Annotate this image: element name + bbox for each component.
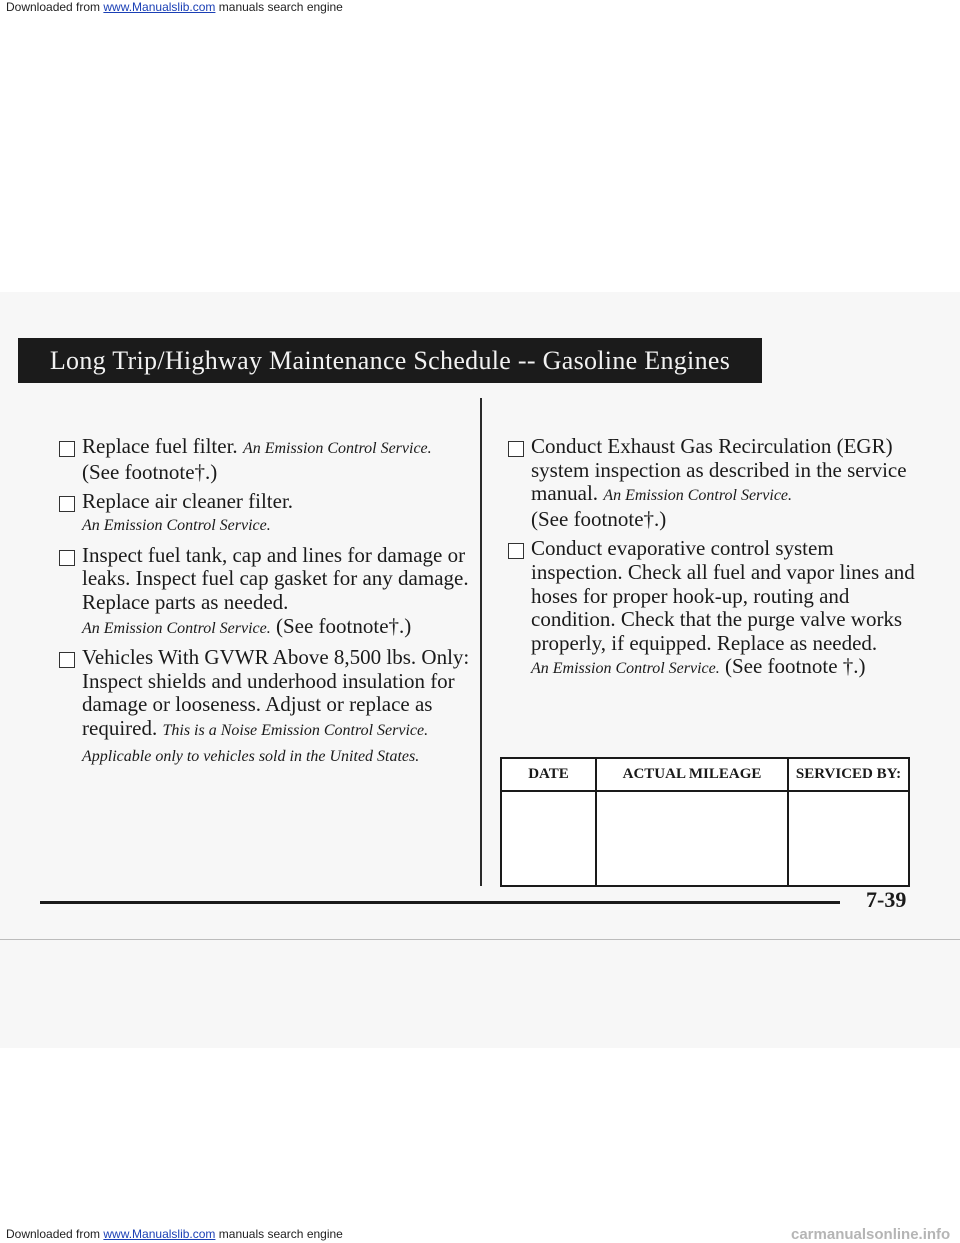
header-note-prefix: Downloaded from [6,0,104,14]
checklist-item [30,490,470,538]
mileage-header: ACTUAL MILEAGE [596,759,788,791]
table-row [502,791,908,885]
watermark: carmanualsonline.info [791,1226,951,1243]
footer-note-prefix: Downloaded from [6,1227,104,1241]
checklist-item [30,544,470,640]
item-footnote: (See footnote†.) [275,613,412,638]
checkbox-icon[interactable] [508,543,524,559]
checklist-item [30,435,470,484]
footer-note-suffix: manuals search engine [215,1227,343,1241]
checkbox-icon[interactable] [59,550,75,566]
item-note: An Emission Control Service. [531,660,720,678]
item-note: An Emission Control Service. [603,487,793,505]
item-text: Replace air cleaner filter. [82,489,294,514]
item-text: Conduct evaporative control system inspection. Check all fuel and vapor lines and hoses for proper hook-up, routing and condition. Check that the purge valve works properly, if equipped. Replace as needed. [531,536,915,655]
item-footnote: (See footnote †.) [724,654,866,679]
checklist-item [479,537,919,681]
item-note: An Emission Control Service. [242,440,432,457]
scan-edge-line [0,939,960,940]
header-note-link[interactable]: www.Manualslib.com [103,0,216,14]
footer-note [6,1227,343,1241]
page-title-banner [18,338,762,383]
service-table [502,759,908,885]
item-footnote: (See footnote†.) [82,459,218,484]
date-cell[interactable] [502,791,596,885]
checklist-item [479,435,919,531]
page-rule [40,901,840,904]
left-column [30,435,470,775]
right-column [479,435,919,687]
page-number: 7-39 [866,887,907,912]
mileage-cell[interactable] [596,791,788,885]
item-note: An Emission Control Service. [82,619,271,637]
page-title: Long Trip/Highway Maintenance Schedule -- Gasoline Engines [49,345,731,375]
header-note-suffix: manuals search engine [215,0,343,14]
item-text: Replace fuel filter. [82,434,238,458]
checkbox-icon[interactable] [59,441,75,457]
checkbox-icon[interactable] [59,652,75,668]
item-text: Conduct Exhaust Gas Recirculation (EGR) system inspection as described in the service manual. [531,434,907,506]
item-note: This is a Noise Emission Control Service. Applicable only to vehicles sold in the United States. [82,721,429,765]
footer-note-link[interactable]: www.Manualslib.com [103,1227,216,1241]
checkbox-icon[interactable] [508,441,524,457]
header-note [6,0,343,14]
item-text: Inspect fuel tank, cap and lines for damage or leaks. Inspect fuel cap gasket for any damage. Replace parts as needed. [82,542,469,614]
checkbox-icon[interactable] [59,496,75,512]
date-header: DATE [502,759,596,791]
serviced-by-cell[interactable] [788,791,908,885]
checklist-item [30,646,470,769]
item-text: Vehicles With GVWR Above 8,500 lbs. Only: Inspect shields and underhood insulation for damage or looseness. Adjust or replace as required. [82,645,470,740]
item-note: An Emission Control Service. [82,516,271,534]
table-header-row [502,759,908,791]
service-record-table [500,757,910,887]
item-footnote: (See footnote†.) [531,506,667,531]
serviced-by-header: SERVICED BY: [788,759,908,791]
